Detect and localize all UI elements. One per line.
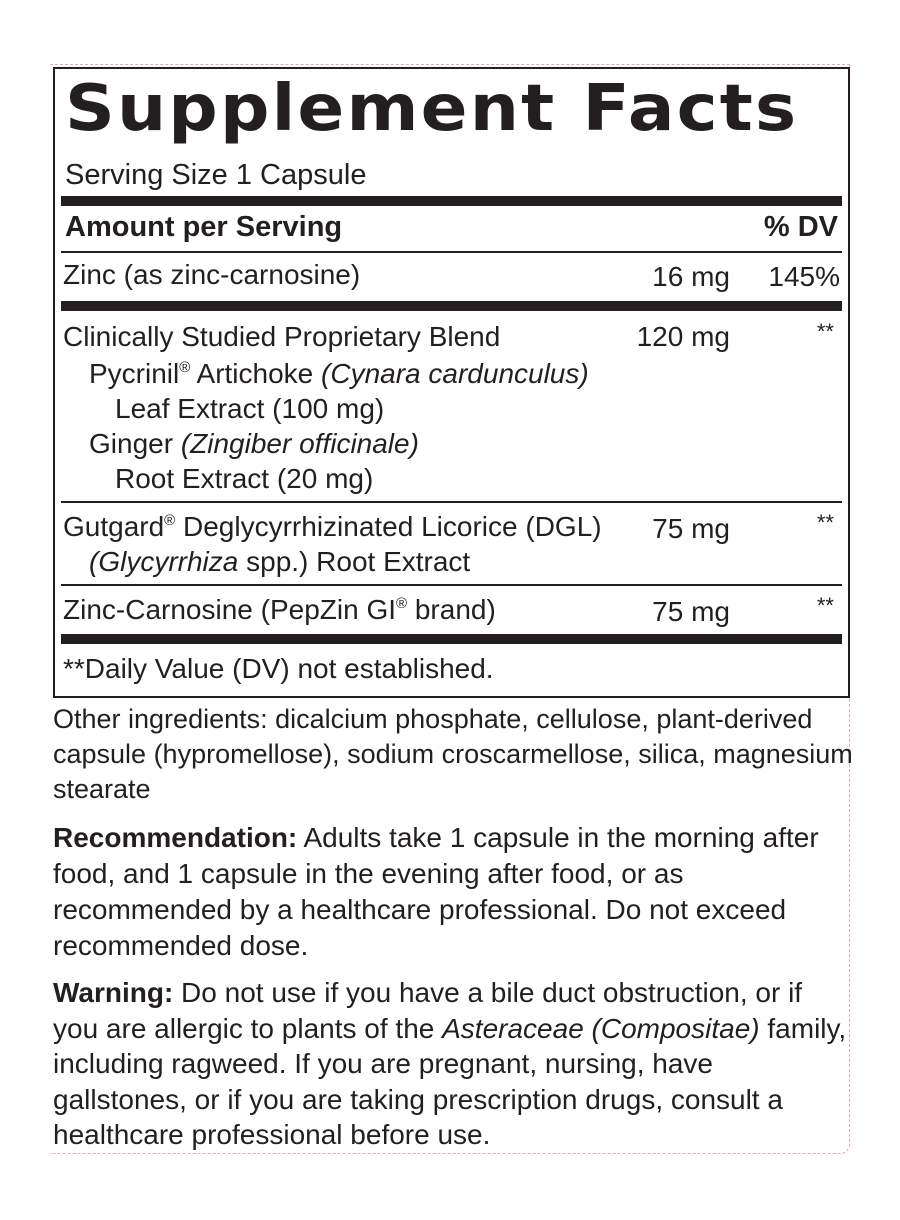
root-extract-text: spp.) Root Extract: [238, 546, 471, 577]
recommendation-section: [53, 820, 853, 964]
zinc-carnosine-line: [63, 594, 496, 626]
divider: [61, 196, 842, 206]
artichoke-line: [89, 358, 589, 390]
licorice-text: Deglycyrrhizinated Licorice (DGL): [175, 511, 602, 542]
ginger-text: Ginger: [89, 428, 181, 459]
warning-text: Do not use if you have a bile duct obstruction, or if you are allergic to plants of the: [53, 977, 803, 1044]
gutgard-text: Gutgard: [63, 511, 165, 542]
zinc-name: Zinc (as zinc-carnosine): [63, 259, 361, 290]
brand-text: brand): [407, 594, 496, 625]
gutgard-dv: **: [816, 510, 834, 535]
gutgard-line-2: [89, 546, 470, 578]
blend-amount: 120 mg: [636, 321, 730, 352]
glycyrrhiza-latin: (Glycyrrhiza: [89, 546, 239, 577]
footnote: **Daily Value (DV) not established.: [63, 653, 494, 684]
leaf-extract-line: Leaf Extract (100 mg): [115, 393, 385, 424]
pycrinil-text: Pycrinil: [89, 358, 180, 389]
daily-value-header: % DV: [763, 211, 838, 243]
zinc-carnosine-amount: 75 mg: [652, 596, 730, 627]
divider: [61, 251, 842, 253]
registered-mark: ®: [179, 359, 191, 376]
registered-mark: ®: [164, 512, 176, 529]
zinc-carnosine-dv: **: [816, 593, 834, 618]
ginger-latin: (Zingiber officinale): [180, 428, 419, 459]
warning-text-continued: family, including ragweed. If you are pregnant, nursing, have gallstones, or if you are taking prescription drugs, consult a healthcare professional before use.: [53, 1012, 847, 1150]
gutgard-amount: 75 mg: [652, 513, 730, 544]
gutgard-line: [63, 511, 602, 543]
artichoke-latin: (Cynara cardunculus): [321, 358, 589, 389]
blend-name: Clinically Studied Proprietary Blend: [63, 321, 501, 352]
panel-title: Supplement Facts: [65, 72, 799, 146]
amount-per-serving-header: Amount per Serving: [65, 211, 343, 243]
serving-size: Serving Size 1 Capsule: [65, 159, 367, 191]
warning-section: [53, 975, 853, 1153]
recommendation-text: Adults take 1 capsule in the morning after food, and 1 capsule in the evening after food, or as recommended by a healthcare professional. Do not exceed recommended dose.: [53, 822, 819, 961]
divider: [61, 301, 842, 311]
divider: [61, 584, 842, 586]
artichoke-text: Artichoke: [190, 358, 322, 389]
divider: [61, 634, 842, 644]
recommendation-label: Recommendation:: [53, 822, 298, 853]
ginger-line: [89, 428, 419, 460]
blend-dv: **: [816, 319, 834, 344]
divider: [61, 501, 842, 503]
asteraceae-text: Asteraceae (Compositae): [442, 1012, 760, 1044]
registered-mark: ®: [396, 595, 408, 612]
zinc-dv: 145%: [768, 261, 840, 292]
other-ingredients: Other ingredients: dicalcium phosphate, cellulose, plant-derived capsule (hypromellose), sodium croscarmellose, silica, magnesium stearate: [53, 704, 853, 804]
root-extract-line: Root Extract (20 mg): [115, 463, 374, 494]
warning-label: Warning:: [53, 977, 174, 1008]
supplement-facts-panel: [53, 67, 850, 698]
zinc-amount: 16 mg: [652, 261, 730, 292]
zinc-carnosine-text: Zinc-Carnosine (PepZin GI: [63, 594, 397, 625]
